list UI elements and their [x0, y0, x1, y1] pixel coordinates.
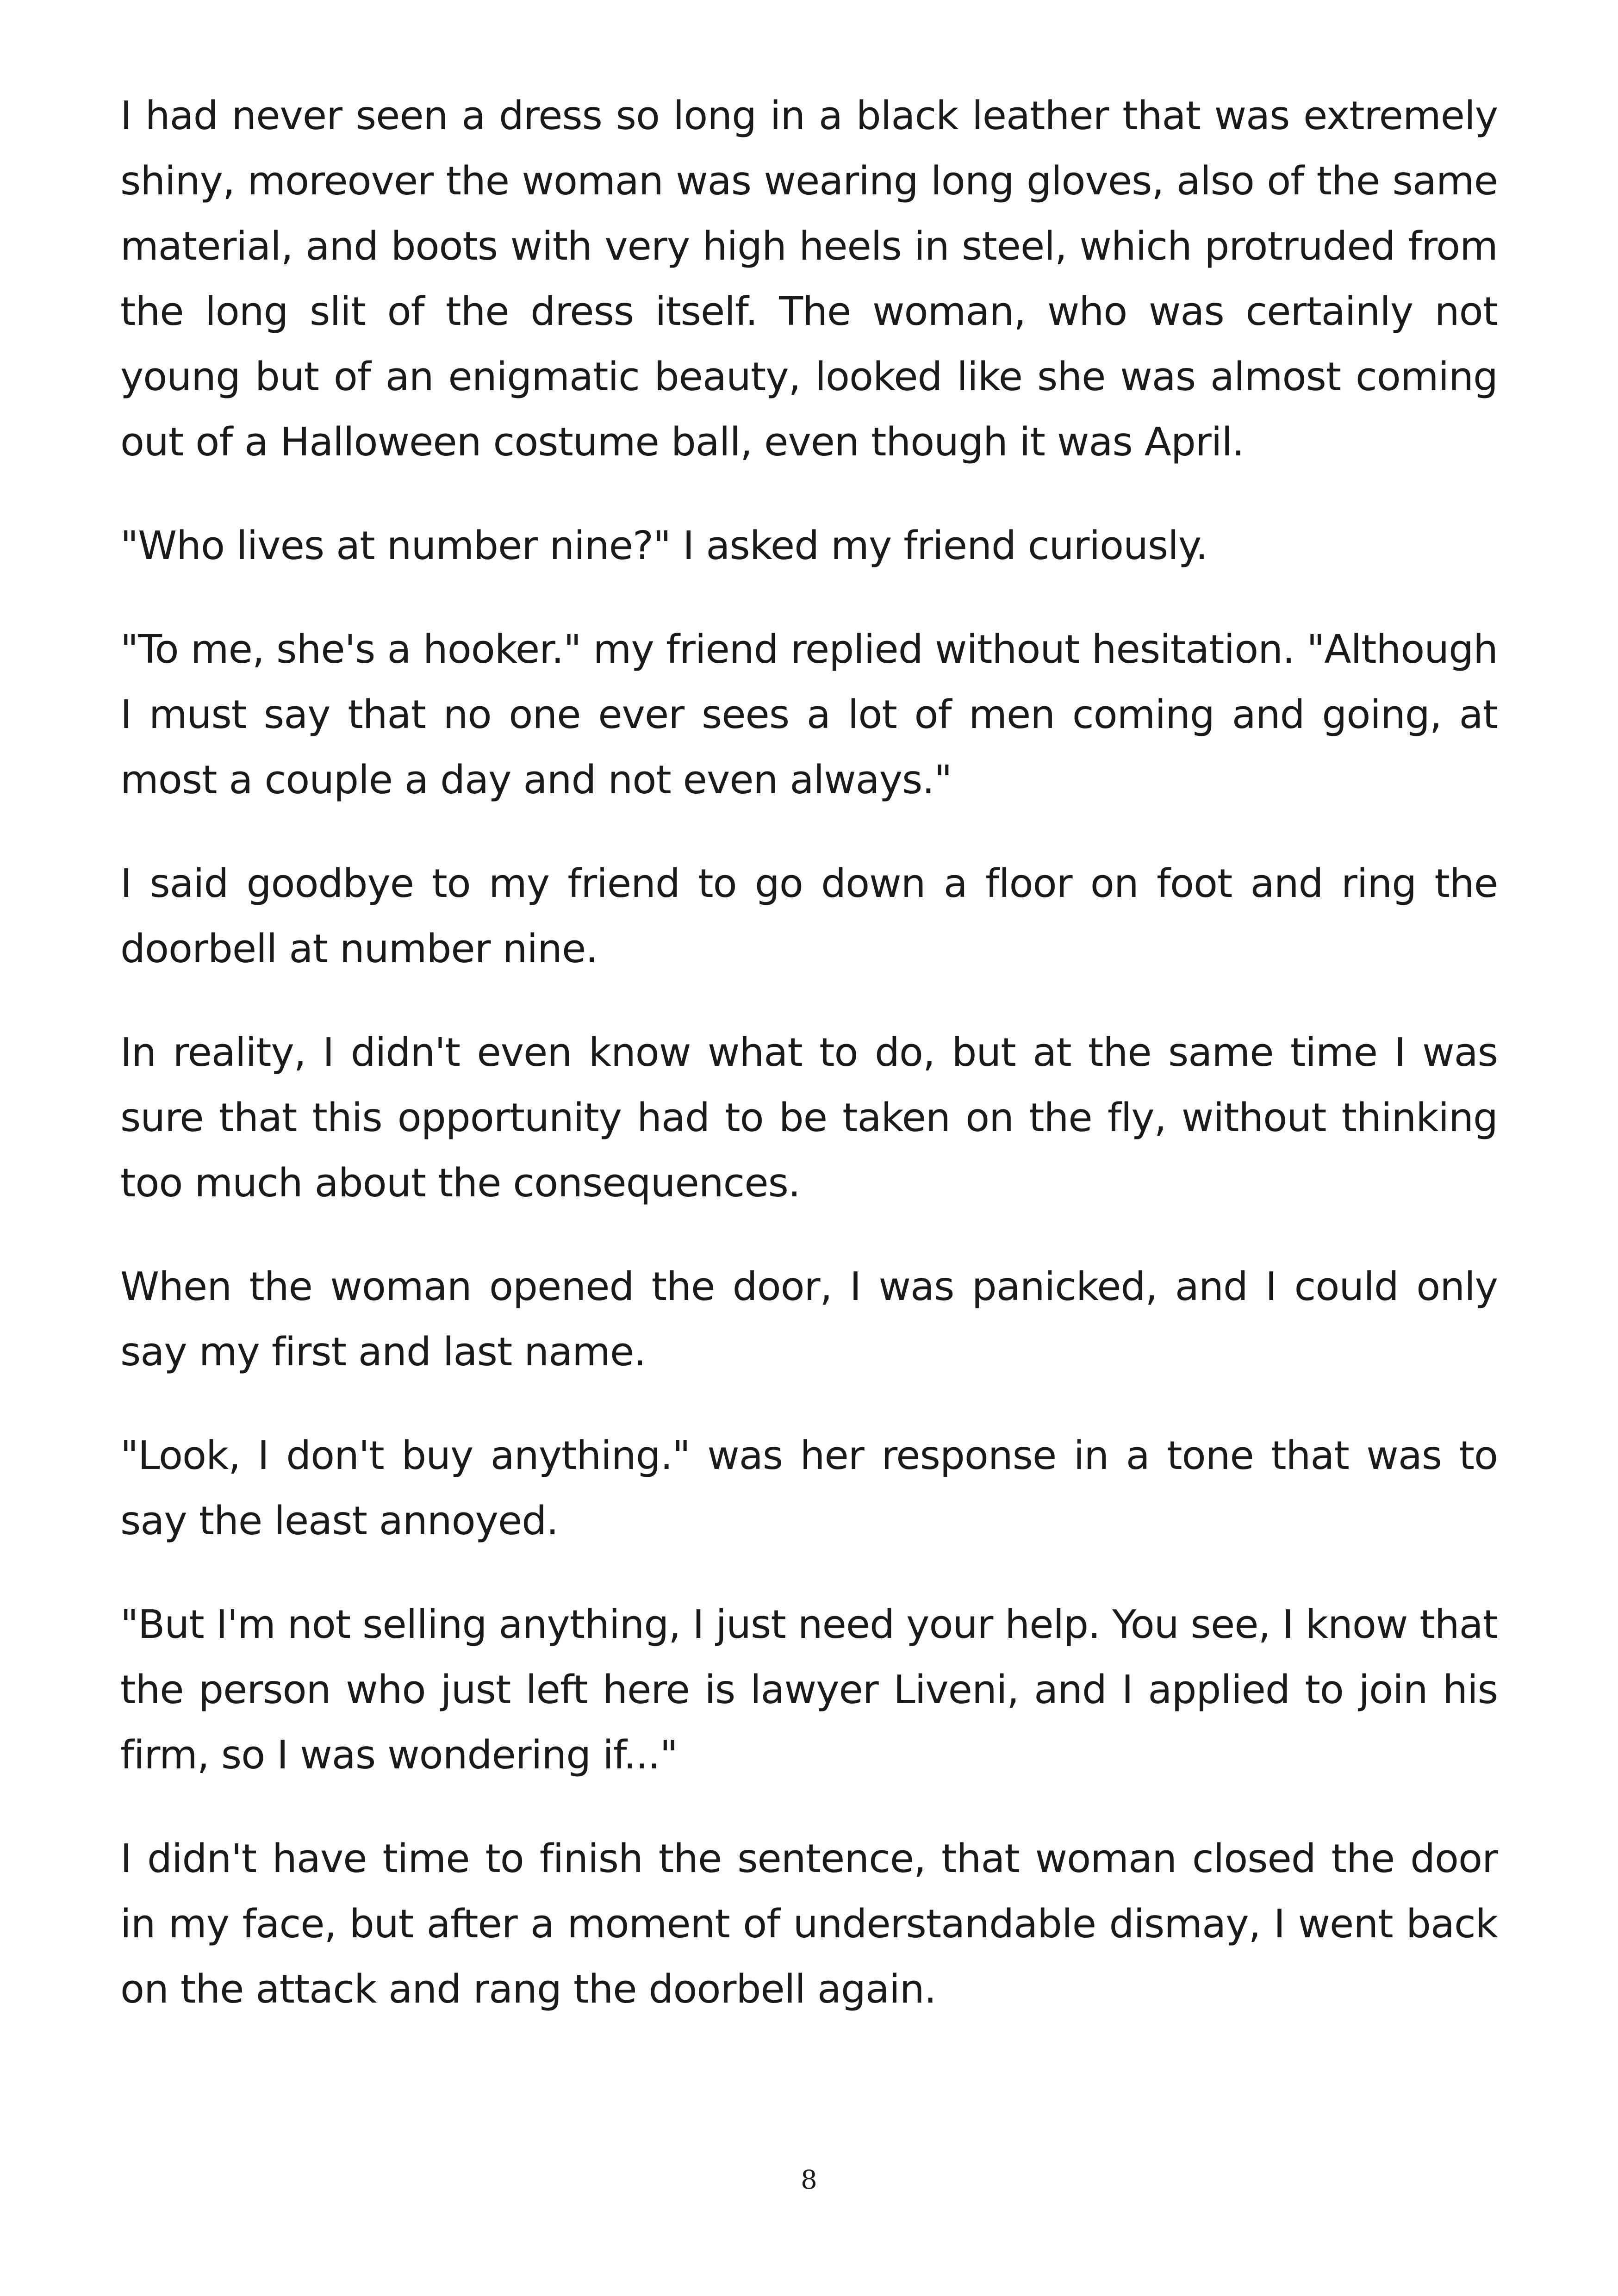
paragraph-8: "But I'm not selling anything, I just need your help. You see, I know that the person who just left here is lawyer Liveni, and I applied to join his firm, so I was wondering if..." — [120, 1602, 1498, 1778]
page-number: 8 — [801, 2165, 817, 2195]
paragraph-3: "To me, she's a hooker." my friend replied without hesitation. "Although I must say that no one ever sees a lot of men coming and going, at most a couple a day and not even always." — [120, 627, 1498, 803]
paragraph-4: I said goodbye to my friend to go down a floor on foot and ring the doorbell at number nine. — [120, 861, 1498, 972]
paragraph-1: I had never seen a dress so long in a black leather that was extremely shiny, moreover the woman was wearing long gloves, also of the same material, and boots with very high heels in steel, which protruded from the long slit of the dress itself. The woman, who was certainly not young but of an enigmatic beauty, looked like she was almost coming out of a Halloween costume ball, even though it was April. — [120, 93, 1498, 465]
paragraph-5: In reality, I didn't even know what to do, but at the same time I was sure that this opportunity had to be taken on the fly, without thinking too much about the consequences. — [120, 1030, 1498, 1206]
paragraph-9: I didn't have time to finish the sentence, that woman closed the door in my face, but after a moment of understandable dismay, I went back on the attack and rang the doorbell again. — [120, 1836, 1498, 2012]
paragraph-7: "Look, I don't buy anything." was her response in a tone that was to say the least annoyed. — [120, 1433, 1498, 1544]
paragraph-6: When the woman opened the door, I was panicked, and I could only say my first and last name. — [120, 1264, 1498, 1375]
page-body — [120, 83, 1498, 2060]
paragraph-2: "Who lives at number nine?" I asked my friend curiously. — [120, 523, 1208, 569]
